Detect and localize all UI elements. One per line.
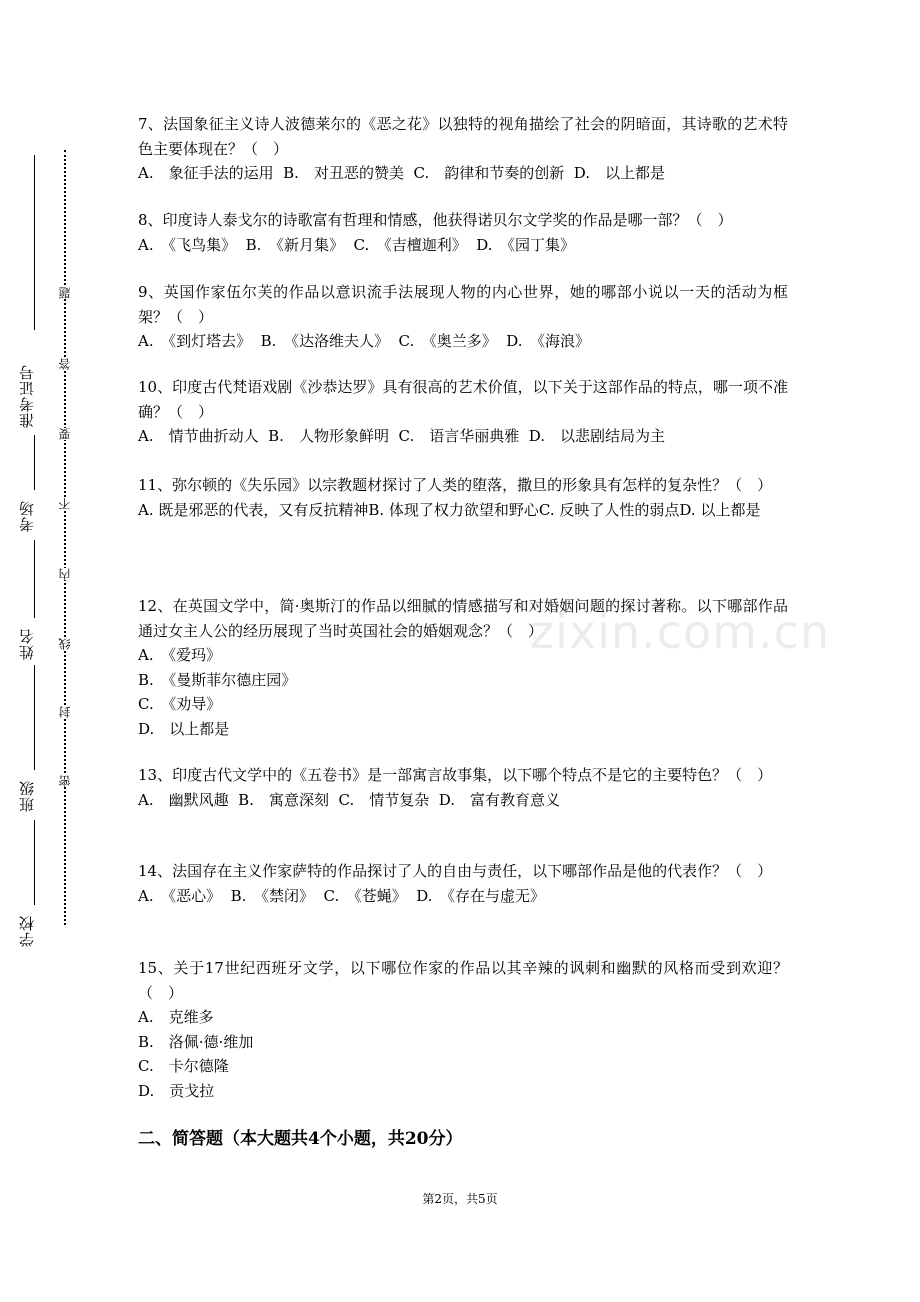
- option-d[interactable]: D. 以上都是: [573, 164, 666, 182]
- option-b[interactable]: B. 《禁闭》: [230, 886, 314, 905]
- field-school: [12, 905, 42, 947]
- field-class-label: 班级: [18, 780, 36, 812]
- question-stem: 11、弥尔顿的《失乐园》以宗教题材探讨了人类的堕落，撒旦的形象具有怎样的复杂性？（ ）: [138, 476, 773, 494]
- option-b[interactable]: B. 洛佩·德·维加: [138, 1032, 254, 1051]
- question-stem: 10、印度古代梵语戏剧《沙恭达罗》具有很高的艺术价值，以下关于这部作品的特点，哪一项不准确？（ ）: [138, 378, 788, 421]
- option-row[interactable]: A. 既是邪恶的代表，又有反抗精神B. 体现了权力欲望和野心C. 反映了人性的弱点D. 以上都是: [138, 500, 761, 519]
- question-12: [138, 594, 788, 741]
- question-stem: 12、在英国文学中，简·奥斯汀的作品以细腻的情感描写和对婚姻问题的探讨著称。以下哪部作品通过女主人公的经历展现了当时英国社会的婚姻观念？（ ）: [138, 597, 788, 640]
- option-a[interactable]: A. 《恶心》: [138, 886, 222, 905]
- section-title: 二、简答题（本大题共4个小题，共20分）: [138, 1129, 463, 1149]
- question-stem: 15、关于17世纪西班牙文学，以下哪位作家的作品以其辛辣的讽刺和幽默的风格而受到欢迎？（ ）: [138, 959, 788, 1002]
- option-a[interactable]: A. 《飞鸟集》: [138, 235, 237, 254]
- option-a[interactable]: A. 《到灯塔去》: [138, 332, 252, 350]
- option-a[interactable]: A. 《爱玛》: [138, 646, 222, 664]
- option-c[interactable]: C. 《苍蝇》: [323, 886, 407, 905]
- question-15: [138, 956, 788, 1103]
- option-row: [138, 884, 788, 909]
- option-c[interactable]: C. 《奥兰多》: [398, 332, 497, 350]
- option-b[interactable]: B. 《新月集》: [245, 235, 344, 254]
- seal-word: 题: [58, 287, 72, 299]
- question-10: [138, 375, 788, 449]
- question-stem: 14、法国存在主义作家萨特的作品探讨了人的自由与责任，以下哪部作品是他的代表作？（ ）: [138, 862, 773, 880]
- watermark: zixin.com.cn: [530, 605, 831, 659]
- option-c[interactable]: C. 韵律和节奏的创新: [413, 164, 565, 182]
- field-school-line[interactable]: [34, 820, 35, 905]
- field-exam-room-line[interactable]: [34, 435, 35, 490]
- question-stem: 9、英国作家伍尔芙的作品以意识流手法展现人物的内心世界，她的哪部小说以一天的活动为框架？（ ）: [138, 283, 788, 326]
- option-row: [138, 233, 788, 258]
- question-8: [138, 208, 788, 257]
- question-stem: 7、法国象征主义诗人波德莱尔的《恶之花》以独特的视角描绘了社会的阴暗面，其诗歌的艺术特色主要体现在？（ ）: [138, 115, 788, 158]
- field-class: [12, 770, 42, 812]
- field-exam-room: [12, 490, 42, 532]
- field-exam-number-label: 准考证号: [18, 364, 36, 428]
- question-11: [138, 473, 788, 522]
- question-stem: 13、印度古代文学中的《五卷书》是一部寓言故事集，以下哪个特点不是它的主要特色？（ ）: [138, 766, 773, 784]
- seal-word: 密: [58, 775, 72, 787]
- field-school-label: 学校: [18, 915, 36, 947]
- option-a[interactable]: A. 情节曲折动人: [138, 427, 259, 445]
- field-exam-number-line[interactable]: [34, 155, 35, 330]
- option-a[interactable]: A. 幽默风趣: [138, 790, 229, 809]
- question-9: [138, 280, 788, 354]
- question-13: [138, 763, 788, 812]
- option-a[interactable]: A. 克维多: [138, 1008, 214, 1026]
- field-exam-number: [12, 330, 42, 428]
- field-name-label: 姓名: [18, 628, 36, 660]
- seal-word: 封: [58, 706, 72, 718]
- option-d[interactable]: D. 以悲剧结局为主: [528, 427, 666, 445]
- option-d[interactable]: D. 《园丁集》: [476, 235, 576, 254]
- seal-word: 答: [58, 358, 72, 370]
- option-d[interactable]: D. 以上都是: [138, 719, 230, 738]
- option-b[interactable]: B. 人物形象鲜明: [268, 427, 389, 445]
- field-name: [12, 618, 42, 660]
- option-c[interactable]: C. 语言华丽典雅: [398, 427, 520, 445]
- seal-word: 内: [58, 568, 72, 580]
- field-exam-room-label: 考场: [18, 500, 36, 532]
- option-row: [138, 329, 788, 354]
- option-d[interactable]: D. 《存在与虚无》: [416, 886, 546, 905]
- seal-word: 不: [58, 498, 72, 510]
- seal-word: 线: [58, 638, 72, 650]
- option-d[interactable]: D. 贡戈拉: [138, 1081, 215, 1100]
- question-7: [138, 112, 788, 186]
- question-stem: 8、印度诗人泰戈尔的诗歌富有哲理和情感，他获得诺贝尔文学奖的作品是哪一部？（ ）: [138, 211, 733, 229]
- option-a[interactable]: A. 象征手法的运用: [138, 164, 274, 182]
- field-name-line[interactable]: [34, 540, 35, 618]
- option-d[interactable]: D. 富有教育意义: [438, 790, 561, 809]
- option-c[interactable]: C. 情节复杂: [338, 790, 430, 809]
- option-c[interactable]: C. 卡尔德隆: [138, 1057, 229, 1075]
- option-row: [138, 424, 788, 449]
- option-row: [138, 788, 788, 813]
- option-c[interactable]: C. 《劝导》: [138, 695, 222, 713]
- seal-dotted-line: [64, 150, 67, 925]
- option-b[interactable]: B. 《曼斯菲尔德庄园》: [138, 670, 297, 689]
- option-row: [138, 161, 788, 186]
- option-b[interactable]: B. 对丑恶的赞美: [283, 164, 404, 182]
- page-footer: 第2页，共5页: [422, 1192, 498, 1206]
- field-class-line[interactable]: [34, 665, 35, 770]
- option-d[interactable]: D. 《海浪》: [506, 332, 591, 350]
- option-b[interactable]: B. 《达洛维夫人》: [260, 332, 389, 350]
- option-b[interactable]: B. 寓意深刻: [238, 790, 329, 809]
- seal-word: 要: [58, 428, 72, 440]
- option-c[interactable]: C. 《吉檀迦利》: [353, 235, 467, 254]
- question-14: [138, 859, 788, 908]
